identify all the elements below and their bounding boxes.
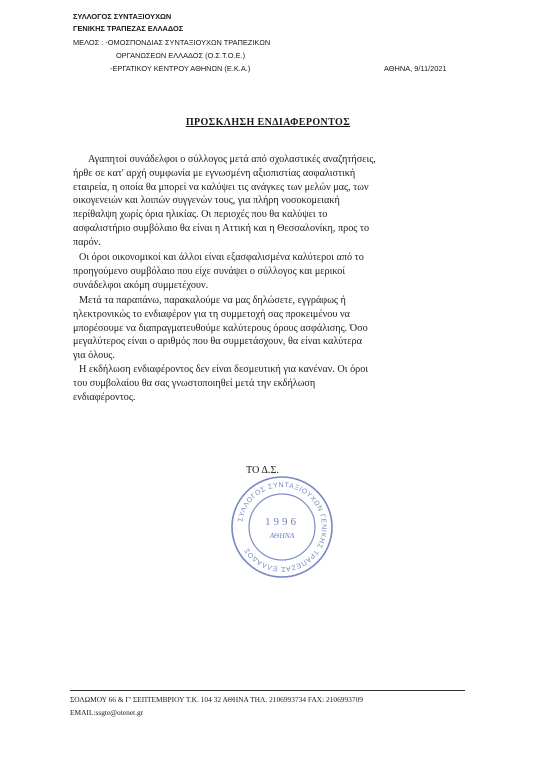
paragraph-line: ήρθε σε κατ' αρχή συμφωνία με εγνωσμένη αξιοπιστίας ασφαλιστική xyxy=(73,167,356,179)
paragraph-4 xyxy=(73,363,463,404)
paragraph-line: ασφαλιστήριο συμβόλαιο θα είναι η Αττική και η Θεσσαλονίκη, προς το xyxy=(73,222,370,234)
paragraph-line: ενδιαφέροντος. xyxy=(73,391,136,403)
org-name-line1: ΣΥΛΛΟΓΟΣ ΣΥΝΤΑΞΙΟΥΧΩΝ xyxy=(73,12,172,21)
seal-year: 1996 xyxy=(265,516,299,528)
paragraph-line: μεγαλύτερος είναι ο αριθμός που θα συμμετάσχουν, θα είναι καλύτερα xyxy=(73,336,362,348)
paragraph-line: για όλους. xyxy=(73,350,115,362)
paragraph-line: περίθαλψη χωρίς όρια ηλικίας. Οι περιοχές που θα καλύψει το xyxy=(73,209,328,221)
paragraph-line: Η εκδήλωση ενδιαφέροντος δεν είναι δεσμευτική για κανέναν. Οι όροι xyxy=(79,364,369,375)
paragraph-1 xyxy=(73,153,463,250)
org-name-line2: ΓΕΝΙΚΗΣ ΤΡΑΠΕΖΑΣ ΕΛΛΑΔΟΣ xyxy=(73,24,184,33)
paragraph-line: προηγούμενο συμβόλαιο που είχε συνάψει ο σύλλογος και μερικοί xyxy=(73,265,346,277)
member-line2: ΟΡΓΑΝΩΣΕΩΝ ΕΛΛΑΔΟΣ (Ο.Σ.Τ.Ο.Ε.) xyxy=(116,51,246,60)
document-date: ΑΘΗΝΑ, 9/11/2021 xyxy=(384,64,447,73)
seal-city: ΑΘΗΝΑ xyxy=(269,531,295,540)
paragraph-line: Μετά τα παραπάνω, παρακαλούμε να μας δηλώσετε, εγγράφως ή xyxy=(79,295,346,306)
footer-email: EMAIL:ssgte@otenet.gr xyxy=(70,708,144,717)
member-line1: ΜΕΛΟΣ : -ΟΜΟΣΠΟΝΔΙΑΣ ΣΥΝΤΑΞΙΟΥΧΩΝ ΤΡΑΠΕΖΙΚΩΝ xyxy=(73,38,271,47)
paragraph-line: εταιρεία, η οποία θα μπορεί να καλύψει τις ανάγκες των μελών μας, των xyxy=(73,181,369,193)
paragraph-line: ηλεκτρονικώς το ενδιαφέρον για τη συμμετοχή σας προκειμένου να xyxy=(73,308,350,320)
paragraph-line: του συμβολαίου θα σας γνωστοποιηθεί μετά την εκδήλωση xyxy=(73,377,316,389)
document-title: ΠΡΟΣΚΛΗΣΗ ΕΝΔΙΑΦΕΡΟΝΤΟΣ xyxy=(185,117,351,128)
seal-ring-text: ΣΥΛΛΟΓΟΣ ΣΥΝΤΑΞΙΟΥΧΩΝ ΓΕΝΙΚΗΣ ΤΡΑΠΕΖΑΣ ΕΛΛΑΔΟΣ xyxy=(237,481,328,573)
paragraph-line: Οι όροι οικονομικοί και άλλοι είναι εξασφαλισμένα καλύτεροι από το xyxy=(79,252,364,263)
association-seal-stamp xyxy=(228,473,336,581)
paragraph-3 xyxy=(73,294,463,363)
signature-label: ΤΟ Δ.Σ. xyxy=(246,465,279,476)
paragraph-2 xyxy=(73,251,463,292)
paragraph-line: Αγαπητοί συνάδελφοι ο σύλλογος μετά από σχολαστικές αναζητήσεις, xyxy=(88,154,376,165)
paragraph-line: οικογενειών και λοιπών συγγενών τους, για πλήρη νοσοκομειακή xyxy=(73,195,340,207)
paragraph-line: μπορέσουμε να διαπραγματευθούμε καλύτερους όρους ασφάλισης. Όσο xyxy=(73,322,368,334)
footer-divider xyxy=(70,690,465,691)
paragraph-line: παρόν. xyxy=(73,236,101,248)
member-line3: -ΕΡΓΑΤΙΚΟΥ ΚΕΝΤΡΟΥ ΑΘΗΝΩΝ (Ε.Κ.Α.) xyxy=(110,64,251,73)
paragraph-line: συνάδελφοι ακόμη συμμετέχουν. xyxy=(73,279,209,291)
footer-address: ΣΟΛΩΜΟΥ 66 & Γ' ΣΕΠΤΕΜΒΡΙΟΥ Τ.Κ. 104 32 ΑΘΗΝΑ ΤΗΛ. 2106993734 FAX: 2106993709 xyxy=(70,695,363,704)
